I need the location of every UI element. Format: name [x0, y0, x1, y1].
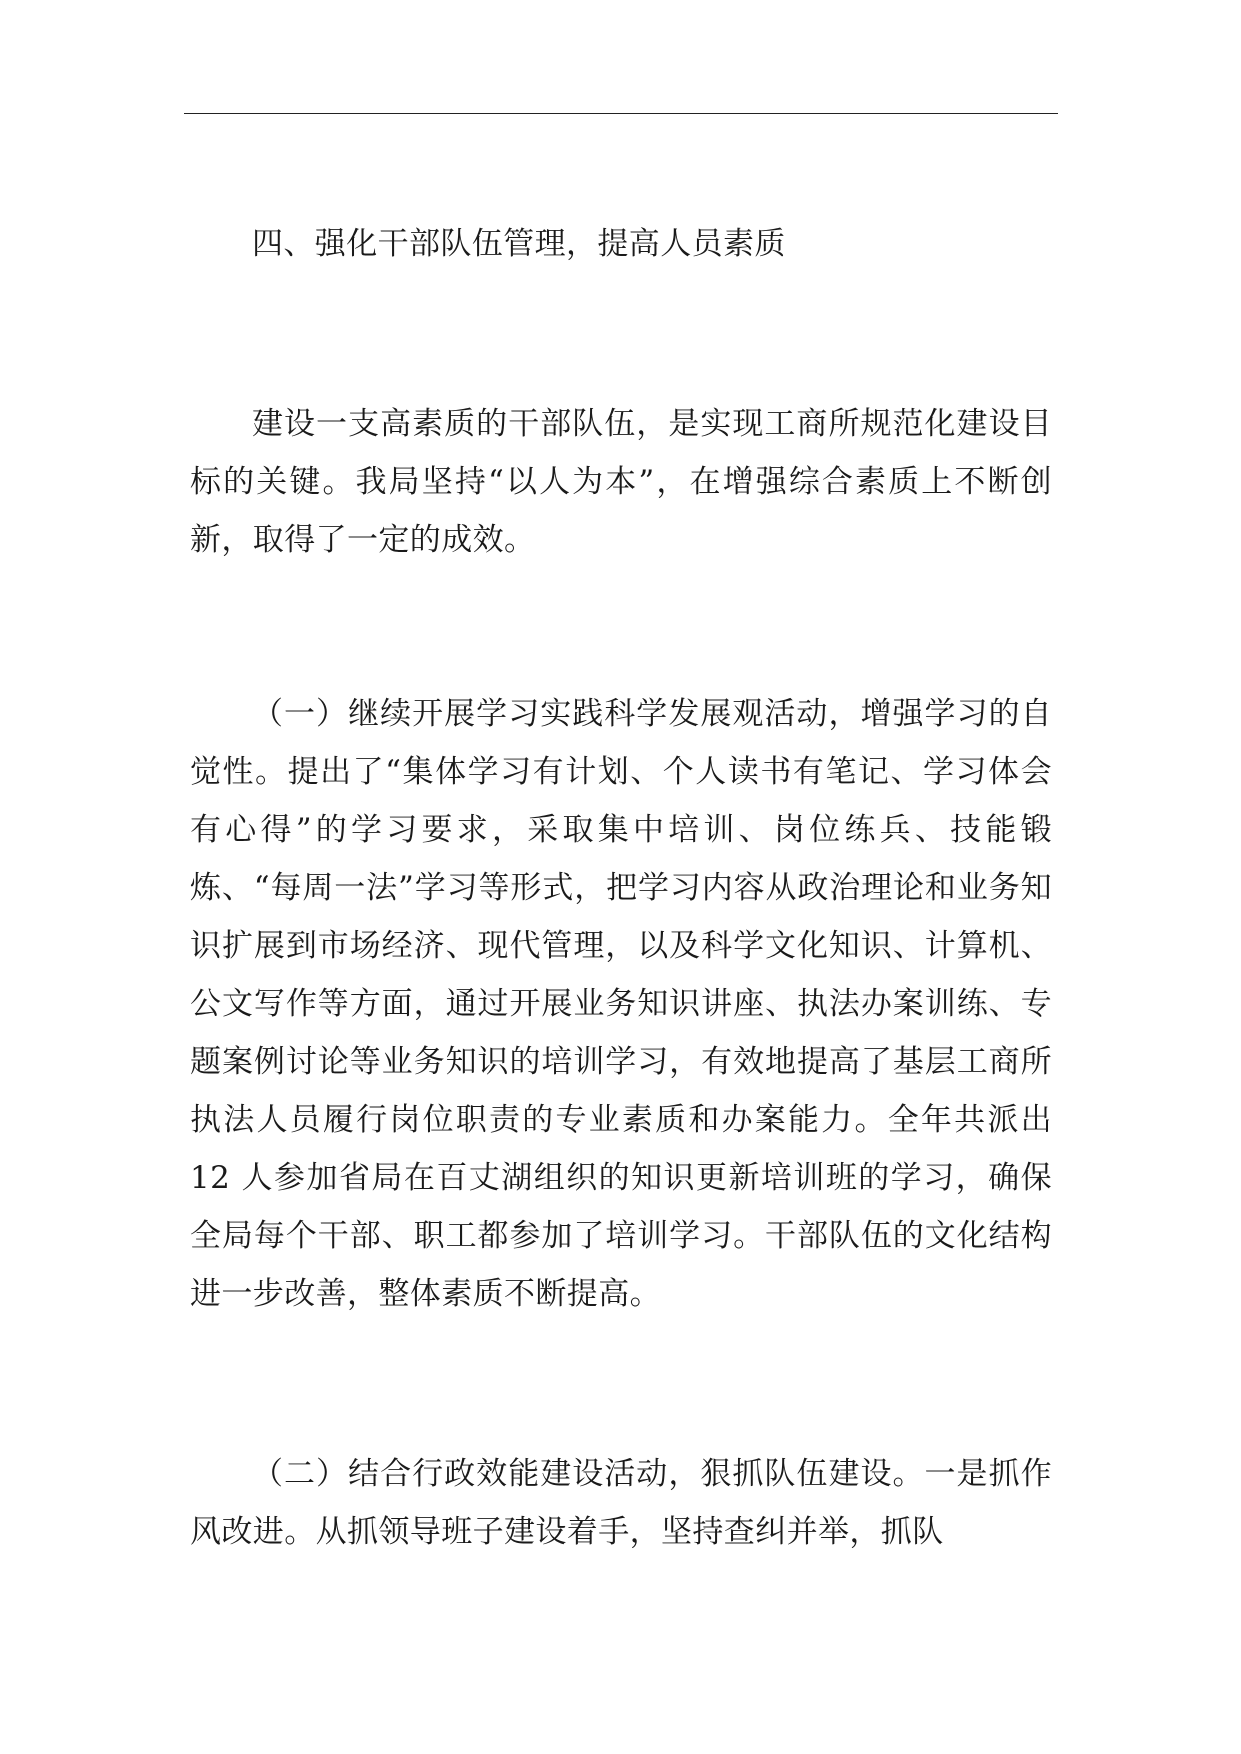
- paragraph-team-building: （二）结合行政效能建设活动，狠抓队伍建设。一是抓作风改进。从抓领导班子建设着手，坚持查纠并举，抓队: [190, 1456, 1052, 1550]
- section-heading: 四、强化干部队伍管理，提高人员素质: [252, 226, 786, 262]
- paragraph-intro: 建设一支高素质的干部队伍，是实现工商所规范化建设目标的关键。我局坚持“以人为本”，在增强综合素质上不断创新，取得了一定的成效。: [190, 406, 1052, 558]
- header-rule: [184, 113, 1058, 114]
- paragraph-study: （一）继续开展学习实践科学发展观活动，增强学习的自觉性。提出了“集体学习有计划、个人读书有笔记、学习体会有心得”的学习要求，采取集中培训、岗位练兵、技能锻炼、“每周一法”学习等形式，把学习内容从政治理论和业务知识扩展到市场经济、现代管理，以及科学文化知识、计算机、公文写作等方面，通过开展业务知识讲座、执法办案训练、专题案例讨论等业务知识的培训学习，有效地提高了基层工商所执法人员履行岗位职责的专业素质和办案能力。全年共派出 12 人参加省局在百丈湖组织的知识更新培训班的学习，确保全局每个干部、职工都参加了培训学习。干部队伍的文化结构进一步改善，整体素质不断提高。: [190, 696, 1052, 1312]
